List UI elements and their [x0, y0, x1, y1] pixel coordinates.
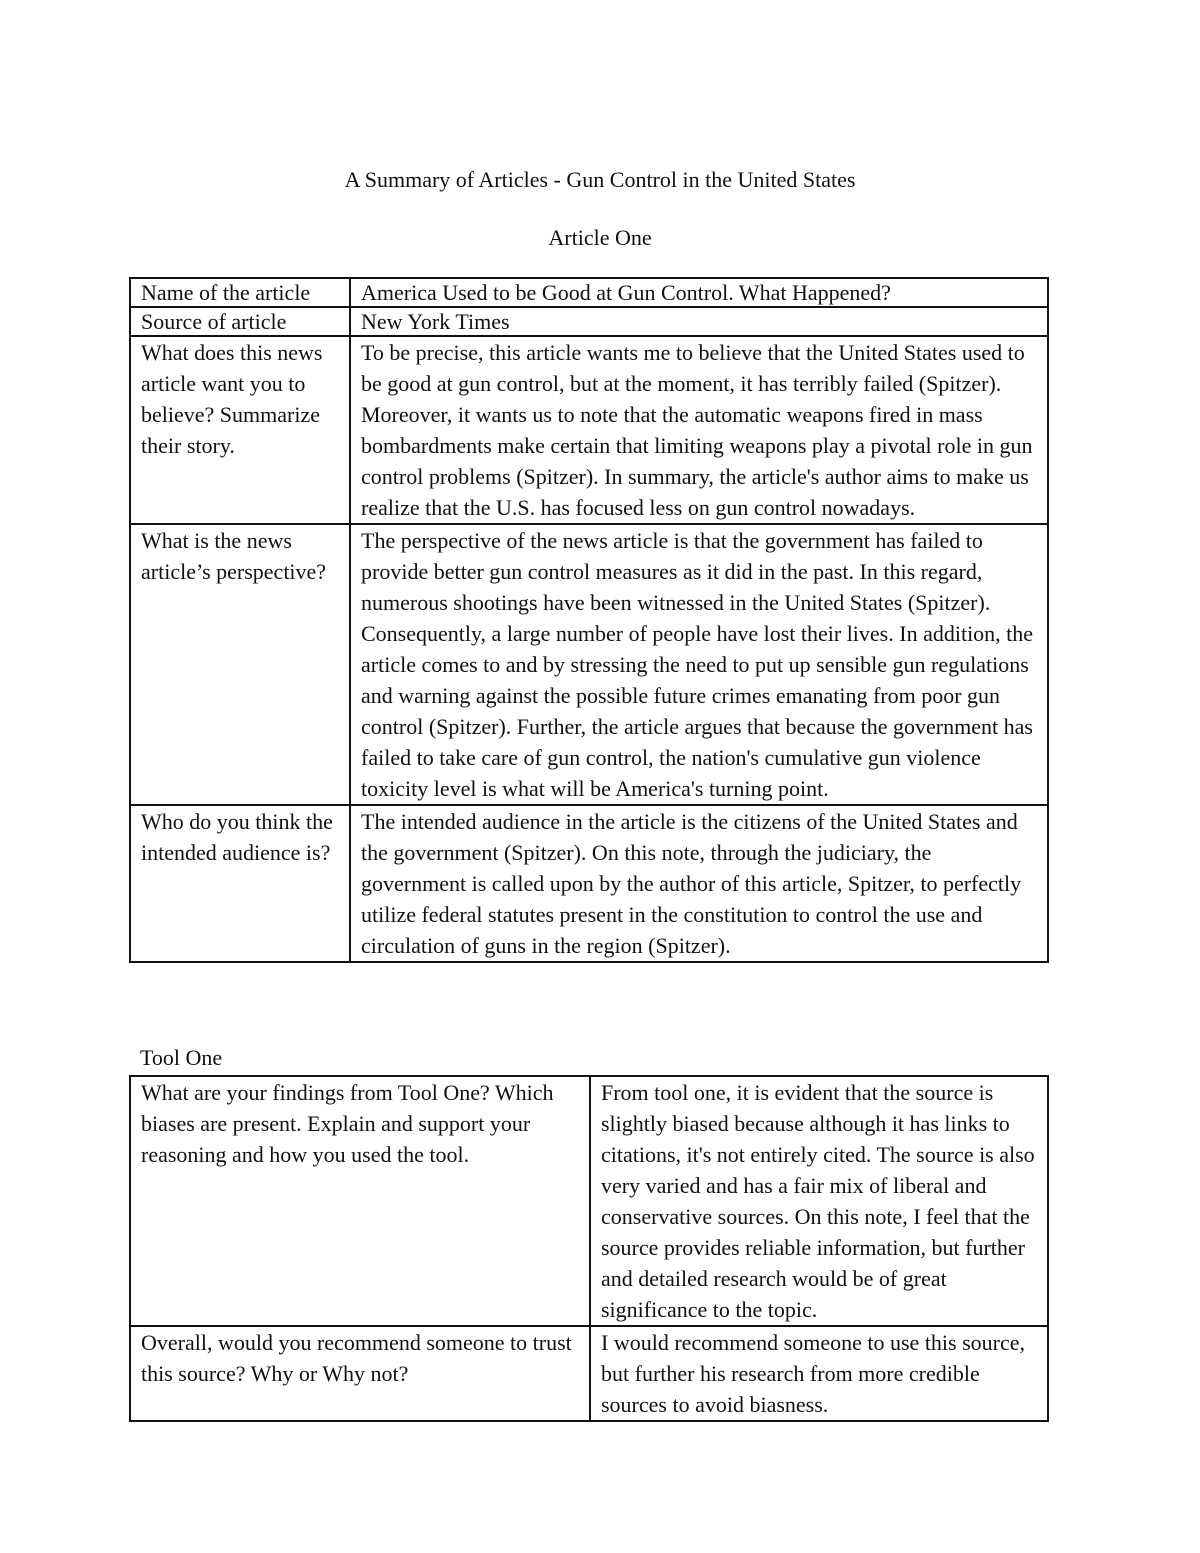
row-label-cell: What is the news article’s perspective?: [130, 524, 350, 805]
tool-one-table: [129, 1075, 1049, 1422]
document-title: A Summary of Articles - Gun Control in the United States: [344, 167, 856, 192]
tool-one-label: Tool One: [140, 1045, 223, 1070]
row-value-cell: The intended audience in the article is the citizens of the United States and the government (Spitzer). On this note, through the judiciary, the government is called upon by the author of this article, Spitzer, to perfectly utilize federal statutes present in the constitution to control the use and circulation of guns in the region (Spitzer).: [350, 805, 1048, 962]
article-summary-table: [129, 277, 1049, 963]
row-value-cell: America Used to be Good at Gun Control. What Happened?: [350, 278, 1048, 307]
answer-cell: From tool one, it is evident that the source is slightly biased because although it has links to citations, it's not entirely cited. The source is also very varied and has a fair mix of liberal and conservative sources. On this note, I feel that the source provides reliable information, but further and detailed research would be of great significance to the topic.: [590, 1076, 1048, 1326]
table-row: [130, 336, 1048, 524]
table-row: [130, 805, 1048, 962]
answer-cell: I would recommend someone to use this source, but further his research from more credible sources to avoid biasness.: [590, 1326, 1048, 1421]
table-row: [130, 278, 1048, 307]
question-cell: Overall, would you recommend someone to trust this source? Why or Why not?: [130, 1326, 590, 1421]
table-row: [130, 524, 1048, 805]
article-heading: Article One: [548, 225, 652, 250]
table-row: [130, 1076, 1048, 1326]
row-value-cell: To be precise, this article wants me to believe that the United States used to be good at gun control, but at the moment, it has terribly failed (Spitzer). Moreover, it wants us to note that the automatic weapons fired in mass bombardments make certain that limiting weapons play a pivotal role in gun control problems (Spitzer). In summary, the article's author aims to make us realize that the U.S. has focused less on gun control nowadays.: [350, 336, 1048, 524]
question-cell: What are your findings from Tool One? Which biases are present. Explain and support your reasoning and how you used the tool.: [130, 1076, 590, 1326]
row-label-cell: Name of the article: [130, 278, 350, 307]
table-row: [130, 307, 1048, 336]
row-label-cell: Who do you think the intended audience is?: [130, 805, 350, 962]
row-value-cell: New York Times: [350, 307, 1048, 336]
row-label-cell: Source of article: [130, 307, 350, 336]
table-row: [130, 1326, 1048, 1421]
row-label-cell: What does this news article want you to believe? Summarize their story.: [130, 336, 350, 524]
row-value-cell: The perspective of the news article is that the government has failed to provide better gun control measures as it did in the past. In this regard, numerous shootings have been witnessed in the United States (Spitzer). Consequently, a large number of people have lost their lives. In addition, the article comes to and by stressing the need to put up sensible gun regulations and warning against the possible future crimes emanating from poor gun control (Spitzer). Further, the article argues that because the government has failed to take care of gun control, the nation's cumulative gun violence toxicity level is what will be America's turning point.: [350, 524, 1048, 805]
